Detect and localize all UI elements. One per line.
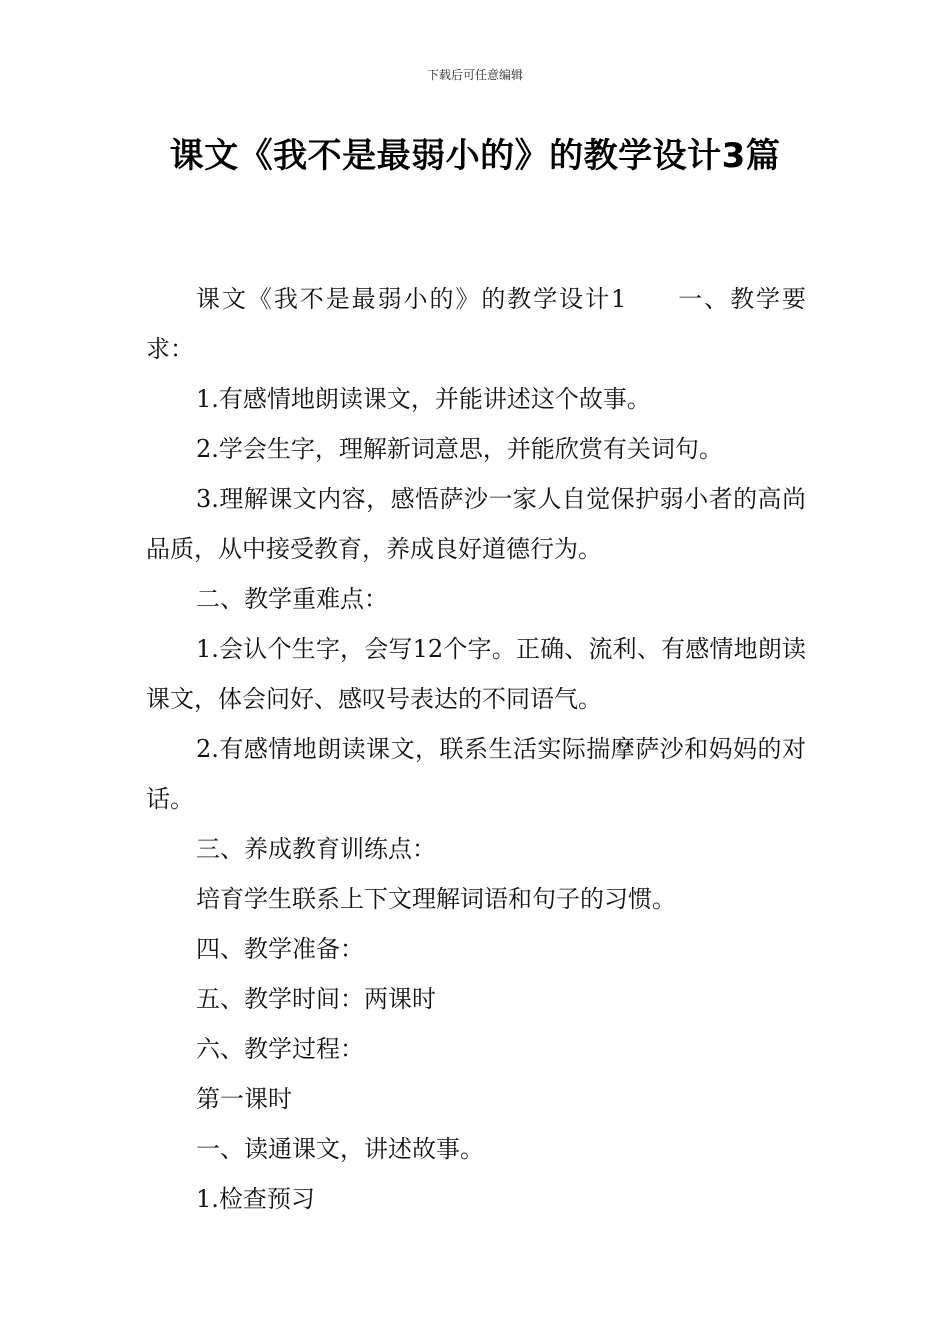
section-heading: 六、教学过程：: [196, 1035, 364, 1063]
intro-part-2: 一、教学要求：: [146, 285, 806, 363]
paragraph: 1.检查预习: [196, 1185, 315, 1213]
intro-part-1: 课文《我不是最弱小的》的教学设计1: [196, 285, 627, 313]
section-heading: 二、教学重难点：: [196, 585, 388, 613]
lesson-heading: 第一课时: [196, 1085, 292, 1113]
header-note: 下载后可任意编辑: [426, 68, 523, 82]
paragraph: 培育学生联系上下文理解词语和句子的习惯。: [196, 885, 676, 913]
paragraph: 2.有感情地朗读课文，联系生活实际揣摩萨沙和妈妈的对话。: [146, 735, 806, 813]
section-heading: 四、教学准备：: [196, 935, 364, 963]
section-heading: 五、教学时间：两课时: [196, 985, 436, 1013]
paragraph: 2.学会生字，理解新词意思，并能欣赏有关词句。: [196, 435, 723, 463]
document-title: 课文《我不是最弱小的》的教学设计3篇: [169, 136, 781, 176]
paragraph: 3.理解课文内容，感悟萨沙一家人自觉保护弱小者的高尚品质，从中接受教育，养成良好道德行为。: [146, 485, 806, 563]
section-heading: 一、读通课文，讲述故事。: [196, 1135, 484, 1163]
document-body: [146, 274, 806, 1224]
paragraph: 1.会认个生字，会写12个字。正确、流利、有感情地朗读课文，体会问好、感叹号表达的不同语气。: [146, 635, 806, 713]
section-heading: 三、养成教育训练点：: [196, 835, 436, 863]
intro-paragraph: [146, 274, 806, 374]
paragraph: 1.有感情地朗读课文，并能讲述这个故事。: [196, 385, 651, 413]
